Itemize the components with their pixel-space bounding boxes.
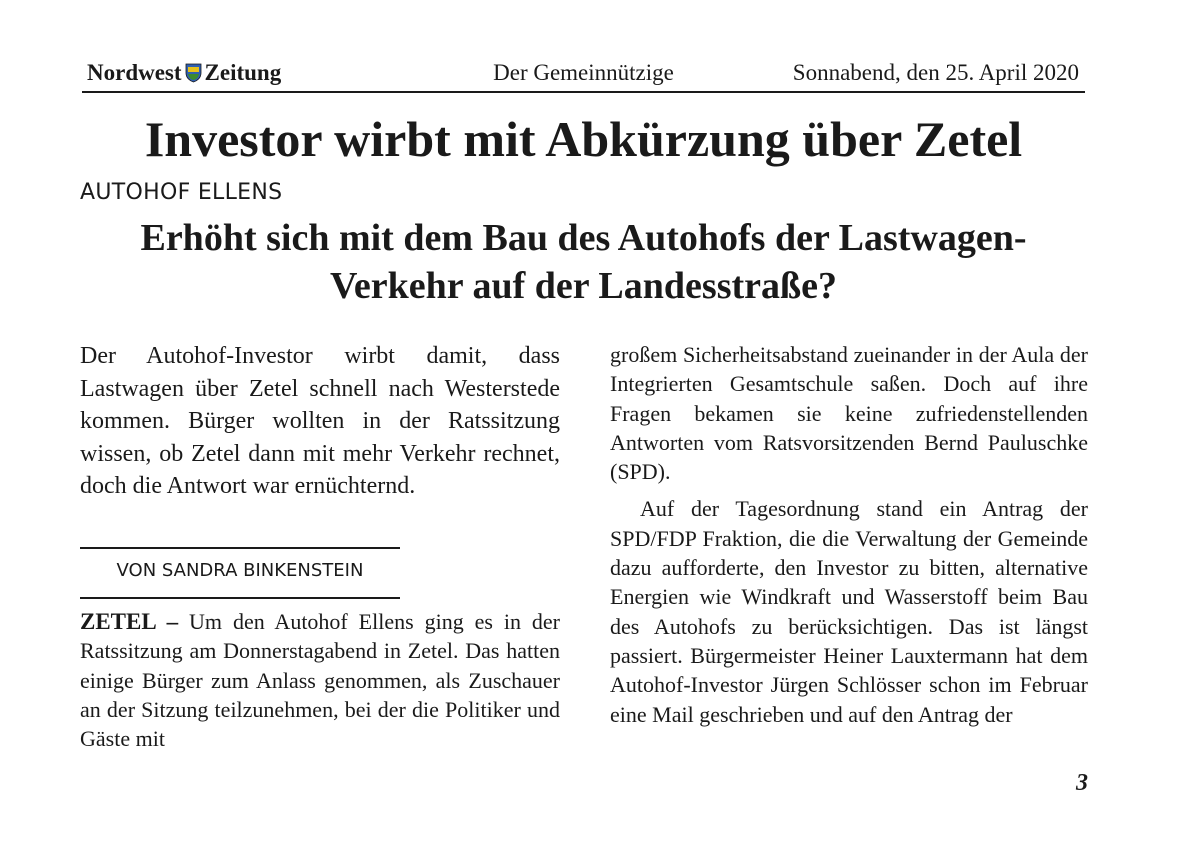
brand-right: Zeitung	[204, 60, 282, 85]
dateline: ZETEL –	[80, 609, 179, 634]
headline: Investor wirbt mit Abkürzung über Zetel	[144, 111, 1023, 167]
kicker: AUTOHOF ELLENS	[80, 180, 283, 205]
section-name: Der Gemeinnützige	[493, 60, 674, 85]
byline-rule-bottom	[80, 597, 400, 599]
subhead: Erhöht sich mit dem Bau des Autohofs der Lastwagen-Verkehr auf der Landesstraße?	[140, 217, 1027, 307]
issue-date: Sonnabend, den 25. April 2020	[792, 60, 1079, 85]
page-number: 3	[1076, 770, 1088, 796]
byline: VON SANDRA BINKENSTEIN	[116, 560, 364, 581]
body-text-col1: Um den Autohof Ellens ging es in der Ratssitzung am Donnerstagabend in Zetel. Das hatten einige Bürger zum Anlass genommen, als Zuschauer an der Sitzung teilzunehmen, bei der die Politiker und Gäste mit	[80, 609, 560, 752]
body-paragraph: großem Sicherheitsabstand zueinander in der Aula der Integrierten Gesamtschule saßen. Doch auf ihre Fragen bekamen sie keine zufriedenstellenden Antworten vom Ratsvorsitzenden Bernd Pauluschke (SPD).	[610, 342, 1088, 485]
body-column-2	[610, 340, 1088, 729]
byline-rule-top	[80, 547, 400, 549]
lead-paragraph: Der Autohof-Investor wirbt damit, dass Lastwagen über Zetel schnell nach Westerstede kommen. Bürger wollten in der Ratssitzung wissen, ob Zetel dann mit mehr Verkehr rechnet, doch die Antwort war ernüchternd.	[80, 343, 560, 500]
brand-left: Nordwest	[87, 60, 182, 85]
masthead	[82, 57, 1085, 93]
body-paragraph: Auf der Tagesordnung stand ein Antrag der SPD/FDP Fraktion, die die Verwaltung der Gemeinde dazu aufforderte, den Investor zu bitten, alternative Energien wie Windkraft und Wasserstoff beim Bau des Autohofs zu berücksichtigen. Das ist längst passiert. Bürgermeister Heiner Lauxtermann hat dem Autohof-Investor Jürgen Schlösser schon im Februar eine Mail geschrieben und auf den Antrag der	[610, 496, 1088, 727]
body-column-1	[80, 607, 560, 753]
